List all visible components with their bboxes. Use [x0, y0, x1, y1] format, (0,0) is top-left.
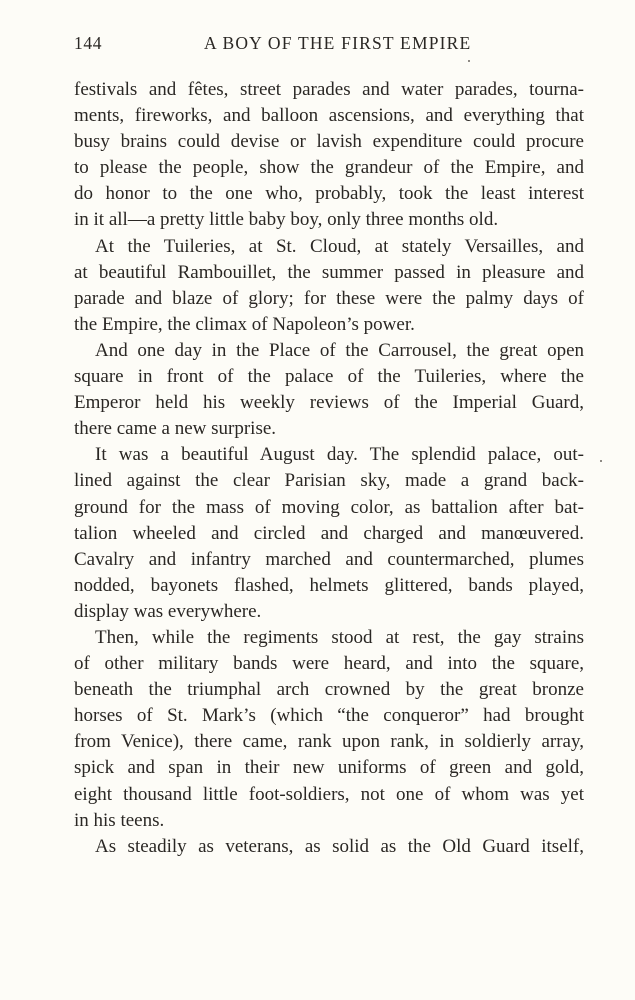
- paragraph: [74, 625, 584, 834]
- paragraph: [74, 77, 584, 234]
- text-line: busy brains could devise or lavish expenditure could procure: [74, 131, 584, 153]
- text-line: ground for the mass of moving color, as battalion after bat-: [74, 496, 584, 518]
- text-line: As steadily as veterans, as solid as the Old Guard itself,: [95, 835, 584, 857]
- text-line: square in front of the palace of the Tuileries, where the: [74, 366, 584, 388]
- text-line: display was everywhere.: [74, 600, 262, 622]
- text-line: festivals and fêtes, street parades and water parades, tourna-: [74, 79, 584, 100]
- text-line: At the Tuileries, at St. Cloud, at stately Versailles, and: [95, 235, 584, 257]
- text-line: And one day in the Place of the Carrousel, the great open: [95, 339, 584, 361]
- text-line: of other military bands were heard, and into the square,: [74, 653, 584, 675]
- text-line: from Venice), there came, rank upon rank, in soldierly array,: [74, 731, 584, 753]
- text-line: ments, fireworks, and balloon ascensions, and everything that: [74, 105, 584, 127]
- text-line: lined against the clear Parisian sky, made a grand back-: [74, 470, 584, 492]
- text-line: Cavalry and infantry marched and countermarched, plumes: [74, 548, 584, 570]
- paragraph: [74, 234, 584, 338]
- text-line: the Empire, the climax of Napoleon’s power.: [74, 313, 415, 335]
- text-line: at beautiful Rambouillet, the summer passed in pleasure and: [74, 261, 584, 283]
- running-title: A BOY OF THE FIRST EMPIRE: [204, 33, 472, 53]
- text-line: to please the people, show the grandeur of the Empire, and: [74, 157, 584, 179]
- text-line: in his teens.: [74, 809, 165, 831]
- page-number: 144: [74, 33, 103, 53]
- paragraph: [74, 834, 584, 860]
- text-line: parade and blaze of glory; for these were the palmy days of: [74, 287, 584, 309]
- body-text: [74, 77, 584, 860]
- running-head: [74, 33, 584, 63]
- text-line: Emperor held his weekly reviews of the Imperial Guard,: [74, 392, 584, 414]
- paragraph: [74, 442, 584, 625]
- text-line: eight thousand little foot-soldiers, not one of whom was yet: [74, 783, 584, 805]
- text-line: beneath the triumphal arch crowned by the great bronze: [74, 679, 584, 701]
- text-line: there came a new surprise.: [74, 418, 277, 440]
- print-speck: [600, 460, 602, 462]
- text-line: in it all—a pretty little baby boy, only three months old.: [74, 209, 499, 231]
- text-line: Then, while the regiments stood at rest, the gay strains: [95, 626, 584, 648]
- text-line: It was a beautiful August day. The splendid palace, out-: [95, 444, 584, 466]
- text-line: nodded, bayonets flashed, helmets glittered, bands played,: [74, 574, 584, 596]
- paragraph: [74, 338, 584, 442]
- print-speck: [468, 60, 470, 62]
- text-line: horses of St. Mark’s (which “the conqueror” had brought: [74, 705, 584, 727]
- text-line: do honor to the one who, probably, took the least interest: [74, 183, 584, 205]
- text-line: talion wheeled and circled and charged and manœuvered.: [74, 522, 584, 544]
- text-line: spick and span in their new uniforms of green and gold,: [74, 757, 584, 779]
